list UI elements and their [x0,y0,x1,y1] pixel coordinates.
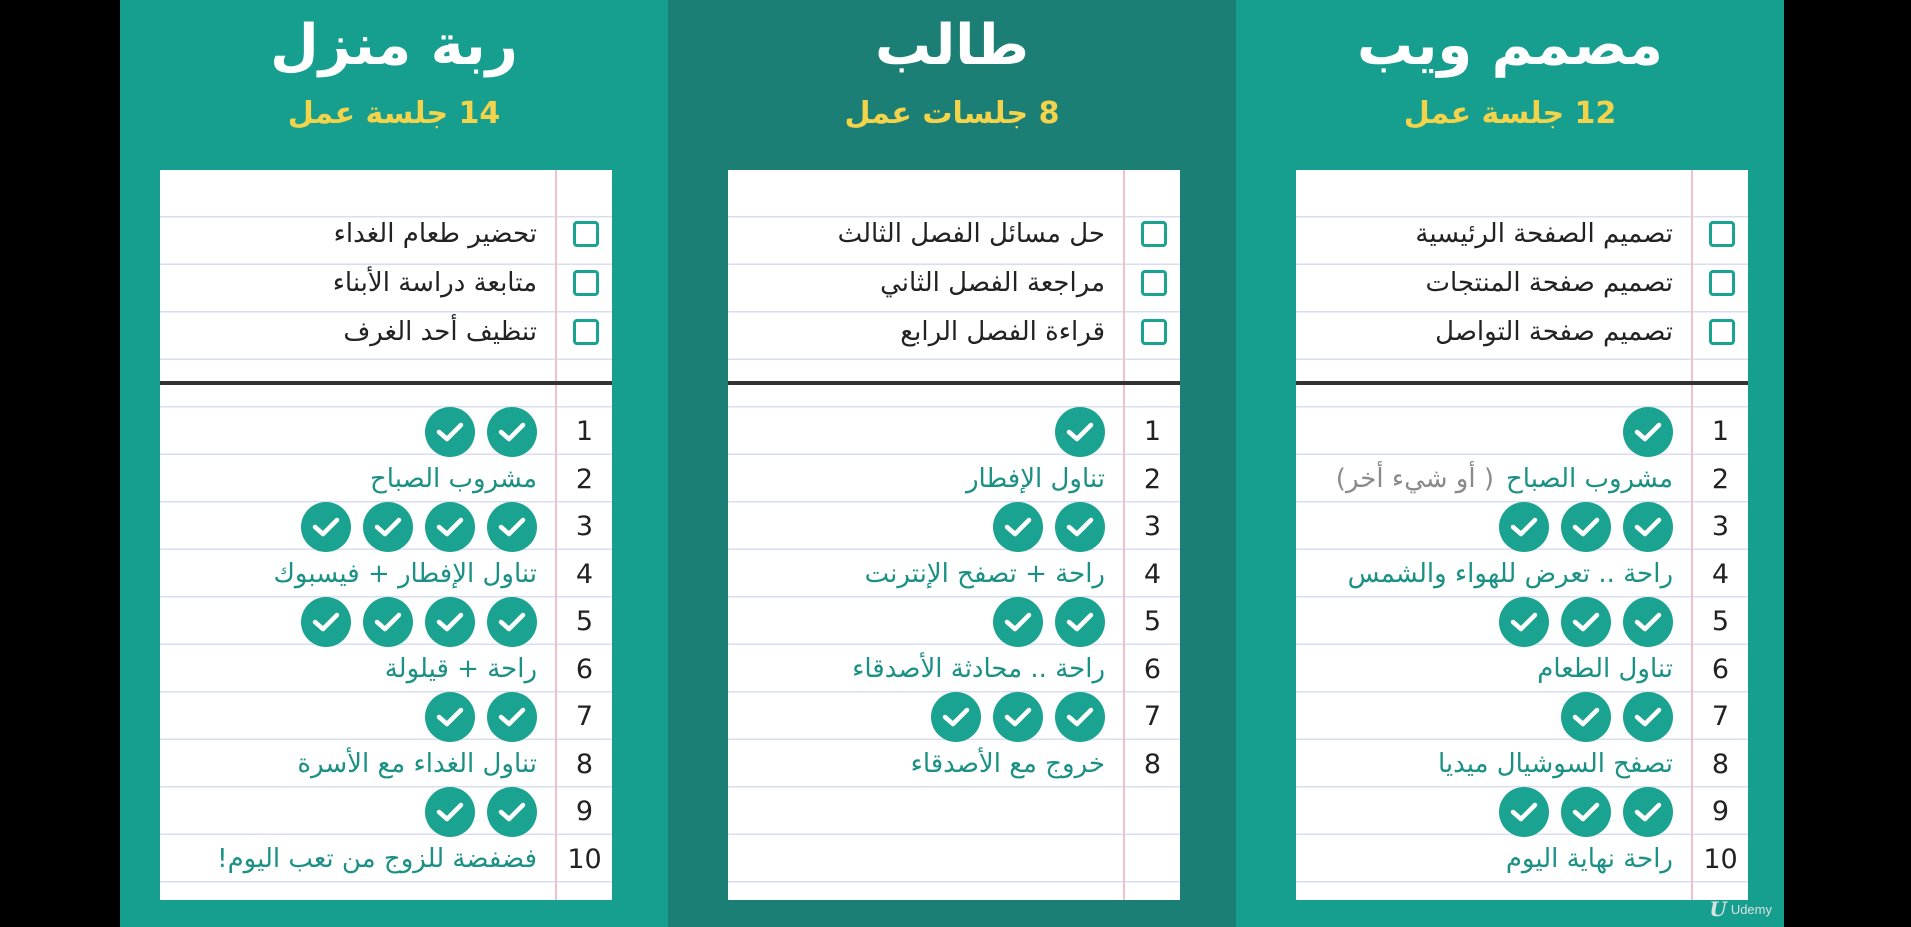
task-checkbox[interactable] [573,319,599,345]
panel-title: ربة منزل [270,13,518,78]
check-circle-icon [425,787,475,837]
task-item [1296,308,1748,356]
task-item [728,210,1180,258]
task-label: مراجعة الفصل الثاني [880,268,1105,298]
session-number: 8 [1711,748,1730,780]
panel-title: طالب [874,13,1030,78]
task-checkbox[interactable] [1709,221,1735,247]
session-row [1296,646,1748,693]
session-content [1561,693,1673,740]
session-row [728,408,1180,455]
session-content [301,503,537,550]
task-checkbox[interactable] [573,221,599,247]
task-label: تصميم الصفحة الرئيسية [1415,219,1673,249]
check-circle-icon [1561,787,1611,837]
check-circle-icon [993,692,1043,742]
task-item [1296,259,1748,307]
session-number: 3 [1711,511,1730,542]
check-circle-icon [1499,597,1549,647]
check-circle-icon [1623,597,1673,647]
session-row [1296,741,1748,788]
session-number: 5 [1711,606,1730,637]
session-number: 6 [1143,653,1162,685]
break-activity: تناول الإفطار [965,463,1105,494]
session-number: 9 [575,796,594,827]
session-content [865,551,1105,598]
check-circle-icon [425,597,475,647]
panel-web-designer [1236,0,1784,927]
session-row [160,503,612,550]
check-circle-icon [1561,502,1611,552]
task-checkbox[interactable] [1141,221,1167,247]
check-circle-icon [301,502,351,552]
session-row [1296,788,1748,835]
session-content [1499,598,1673,645]
sessions-count: 14 جلسة عمل [287,96,501,131]
session-content [297,741,537,788]
session-row [728,598,1180,645]
check-circle-icon [1623,692,1673,742]
session-number: 7 [1711,701,1730,732]
break-activity: تناول الطعام [1537,653,1673,684]
break-activity: راحة .. محادثة الأصدقاء [852,653,1105,684]
task-item [728,308,1180,356]
session-content [425,788,537,835]
session-row [728,693,1180,740]
session-content [966,456,1105,503]
check-circle-icon [425,502,475,552]
session-row [728,503,1180,550]
session-number: 10 [1703,843,1738,875]
check-circle-icon [1623,502,1673,552]
session-number: 9 [1711,796,1730,827]
check-circle-icon [1623,787,1673,837]
check-circle-icon [1055,597,1105,647]
session-number: 7 [1143,701,1162,732]
task-label: متابعة دراسة الأبناء [332,268,537,298]
session-content [852,646,1105,693]
break-activity: مشروب الصباح [1505,463,1673,494]
check-circle-icon [1499,787,1549,837]
task-checkbox[interactable] [1709,319,1735,345]
divider [728,381,1180,385]
panel-student [668,0,1236,927]
check-circle-icon [1561,597,1611,647]
session-row [160,551,612,598]
session-content [425,693,537,740]
session-row [160,693,612,740]
session-row [160,408,612,455]
task-label: تصميم صفحة التواصل [1435,317,1673,347]
session-row [160,788,612,835]
session-row [1296,408,1748,455]
divider [1296,381,1748,385]
task-label: حل مسائل الفصل الثالث [837,219,1105,249]
session-number: 2 [575,463,594,495]
activity-note: ( أو شيء أخر) [1335,463,1494,494]
divider [160,381,612,385]
session-number: 1 [575,416,594,447]
notebook-sheet [728,170,1180,900]
task-item [160,259,612,307]
session-number: 5 [1143,606,1162,637]
task-item [160,308,612,356]
check-circle-icon [363,502,413,552]
session-number: 10 [567,843,602,875]
session-row [1296,598,1748,645]
session-content [911,741,1105,788]
session-row [160,646,612,693]
session-number: 1 [1711,416,1730,447]
break-activity: تصفح السوشيال ميديا [1437,748,1673,779]
check-circle-icon [931,692,981,742]
session-content [425,408,537,455]
session-content [993,503,1105,550]
session-number: 2 [1711,463,1730,495]
check-circle-icon [487,502,537,552]
session-number: 4 [1711,558,1730,590]
session-content [1055,408,1105,455]
check-circle-icon [487,692,537,742]
check-circle-icon [1499,502,1549,552]
session-row [728,551,1180,598]
task-label: تنظيف أحد الغرف [343,317,537,347]
task-item [1296,210,1748,258]
session-row [728,646,1180,693]
check-circle-icon [487,597,537,647]
check-circle-icon [993,597,1043,647]
sessions-count: 8 جلسات عمل [844,96,1060,131]
session-row [160,741,612,788]
session-content [274,551,538,598]
session-number: 6 [575,653,594,685]
session-number: 6 [1711,653,1730,685]
session-number: 4 [1143,558,1162,590]
check-circle-icon [993,502,1043,552]
session-content [370,456,537,503]
session-row [1296,503,1748,550]
session-content [1506,836,1673,883]
task-label: تصميم صفحة المنتجات [1425,268,1673,298]
check-circle-icon [363,597,413,647]
break-activity: تناول الغداء مع الأسرة [297,748,537,779]
session-row [160,836,612,883]
session-number: 8 [575,748,594,780]
session-content [931,693,1105,740]
video-frame [120,0,1784,927]
session-content [1438,741,1673,788]
session-content [1537,646,1673,693]
task-checkbox[interactable] [573,270,599,296]
session-row [1296,551,1748,598]
task-item [728,259,1180,307]
task-checkbox[interactable] [1709,270,1735,296]
check-circle-icon [1055,502,1105,552]
udemy-logo-icon: U [1709,897,1727,921]
check-circle-icon [425,407,475,457]
task-label: تحضير طعام الغداء [333,219,537,249]
check-circle-icon [487,787,537,837]
session-row [160,456,612,503]
break-activity: راحة + تصفح الإنترنت [864,558,1105,589]
udemy-watermark [1709,897,1772,921]
session-number: 3 [575,511,594,542]
break-activity: راحة نهاية اليوم [1505,843,1673,874]
panel-title: مصمم ويب [1357,13,1663,78]
task-checkbox[interactable] [1141,270,1167,296]
session-content [1623,408,1673,455]
break-activity: فضفضة للزوج من تعب اليوم! [217,843,537,874]
check-circle-icon [425,692,475,742]
session-number: 8 [1143,748,1162,780]
task-checkbox[interactable] [1141,319,1167,345]
session-content [1499,503,1673,550]
break-activity: راحة .. تعرض للهواء والشمس [1347,558,1673,589]
task-label: قراءة الفصل الرابع [900,317,1105,347]
check-circle-icon [1623,407,1673,457]
session-content [217,836,537,883]
session-row [728,741,1180,788]
session-content [301,598,537,645]
session-row [160,598,612,645]
check-circle-icon [1055,692,1105,742]
check-circle-icon [1055,407,1105,457]
sessions-count: 12 جلسة عمل [1403,96,1617,131]
check-circle-icon [487,407,537,457]
watermark-text: Udemy [1730,901,1772,917]
session-row [1296,836,1748,883]
check-circle-icon [301,597,351,647]
session-content [385,646,537,693]
notebook-sheet [160,170,612,900]
session-number: 2 [1143,463,1162,495]
session-content [1336,456,1673,503]
panel-housewife [120,0,668,927]
break-activity: خروج مع الأصدقاء [910,748,1105,779]
session-number: 5 [575,606,594,637]
session-row [1296,456,1748,503]
session-content [993,598,1105,645]
break-activity: راحة + قيلولة [384,653,537,684]
session-row [1296,693,1748,740]
session-number: 1 [1143,416,1162,447]
session-number: 7 [575,701,594,732]
session-row [728,456,1180,503]
session-content [1499,788,1673,835]
check-circle-icon [1561,692,1611,742]
notebook-sheet [1296,170,1748,900]
break-activity: مشروب الصباح [369,463,537,494]
break-activity: تناول الإفطار + فيسبوك [273,558,537,589]
session-number: 3 [1143,511,1162,542]
session-content [1348,551,1673,598]
session-number: 4 [575,558,594,590]
task-item [160,210,612,258]
